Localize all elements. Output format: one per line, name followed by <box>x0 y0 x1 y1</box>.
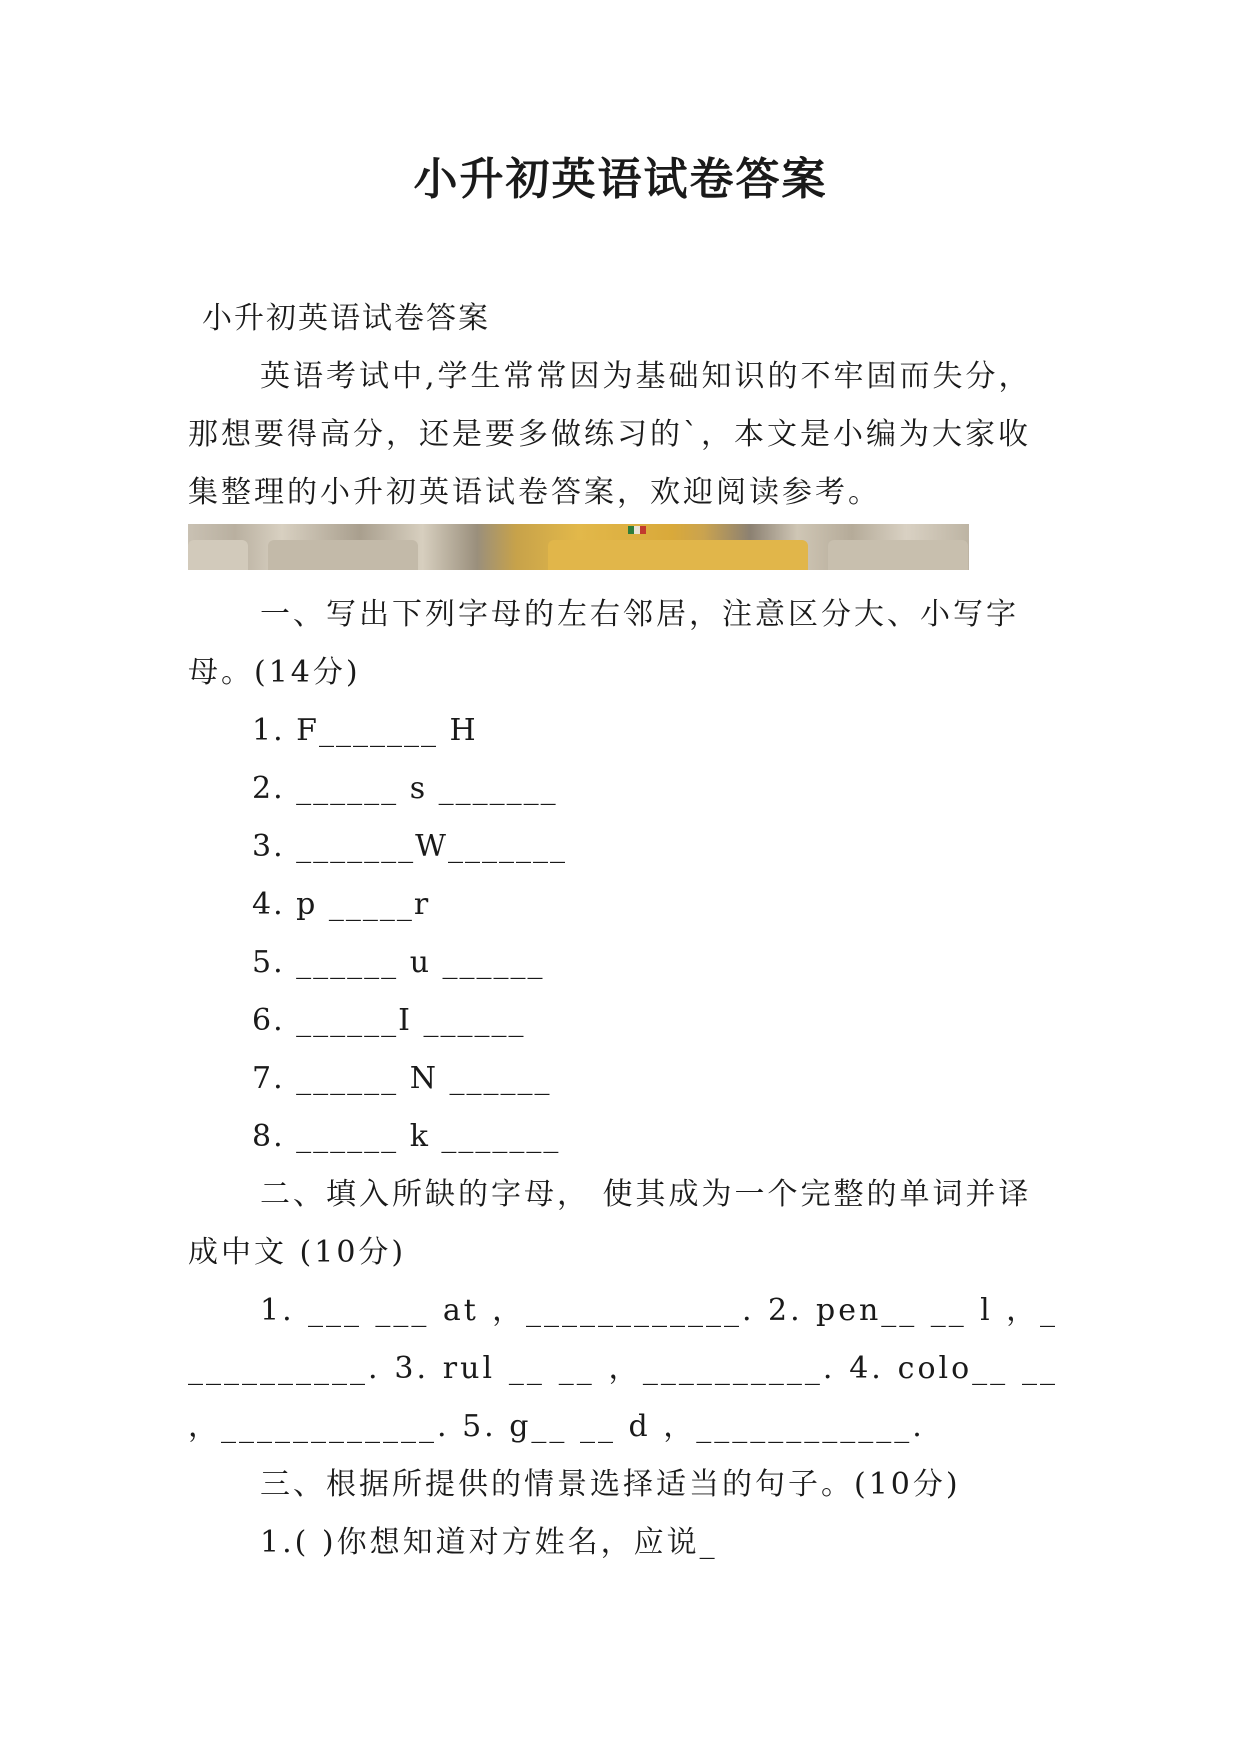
keycap-shape <box>548 540 808 570</box>
section1-item: 7. ______ N ______ <box>252 1061 552 1096</box>
section3-question-1: 1.( )你想知道对方姓名，应说_ <box>260 1525 718 1560</box>
section1-item: 6. ______I ______ <box>252 1003 526 1038</box>
keycap-shape <box>188 540 248 570</box>
keycap-shape <box>268 540 418 570</box>
section1-item: 1. F_______ H <box>252 713 478 748</box>
intro-paragraph: 英语考试中,学生常常因为基础知识的不牢固而失分，那想要得高分，还是要多做练习的`，本文是小编为大家收集整理的小升初英语试卷答案，欢迎阅读参考。 <box>188 359 1032 510</box>
document-title: 小升初英语试卷答案 <box>413 154 828 205</box>
subheading: 小升初英语试卷答案 <box>202 301 490 336</box>
keyboard-banner-image <box>188 524 969 570</box>
section1-item: 3. _______W_______ <box>252 829 567 864</box>
section1-heading: 一、写出下列字母的左右邻居，注意区分大、小写字母。(14分) <box>188 597 1019 690</box>
section3-heading: 三、根据所提供的情景选择适当的句子。(10分) <box>260 1467 961 1502</box>
document-body <box>188 290 1058 1572</box>
keycap-shape <box>828 540 968 570</box>
section1-item: 8. ______ k _______ <box>252 1119 561 1154</box>
section2-heading: 二、填入所缺的字母， 使其成为一个完整的单词并译成中文 (10分) <box>188 1177 1032 1270</box>
section1-item: 2. ______ s _______ <box>252 771 558 806</box>
section1-item: 5. ______ u ______ <box>252 945 545 980</box>
flag-icon <box>628 526 646 534</box>
section1-item: 4. p _____r <box>252 887 431 922</box>
section2-content: 1. ___ ___ at ，____________. 2. pen__ __ l ，___________. 3. rul __ __ ，__________. 4. colo__ __ ，____________. 5. g__ __ d ，____________. <box>188 1293 1058 1444</box>
